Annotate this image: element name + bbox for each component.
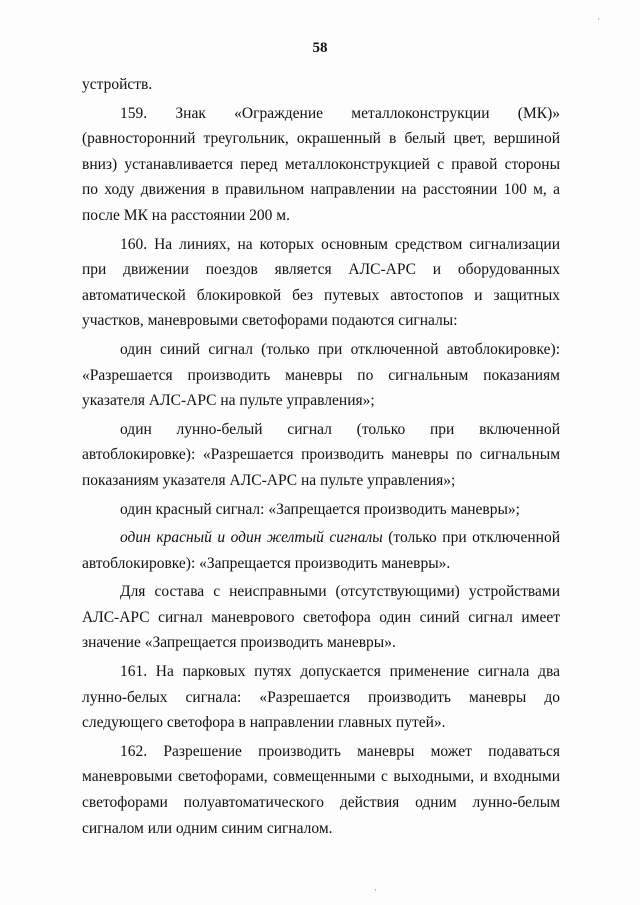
paragraph-faulty-devices: Для состава с неисправными (отсутствующими) устройствами АЛС-АРС сигнал маневрового светофора один синий сигнал имеет значение «Запрещается производить маневры». — [82, 583, 560, 652]
signal-item-red-yellow-rest: (только при отключенной автоблокировке): «Запрещается производить маневры». — [82, 529, 560, 572]
signal-item-red-yellow-italic: один красный и один желтый сигналы — [120, 529, 383, 547]
paragraph-162: 162. Разрешение производить маневры может подаваться маневровыми светофорами, совмещенными с выходными, и входными светофорами полуавтоматического действия одним лунно-белым сигналом или одним синим сигналом. — [82, 742, 560, 837]
paragraph-160: 160. На линиях, на которых основным средством сигнализации при движении поездов является АЛС-АРС и оборудованных автоматической блокировкой без путевых автостопов и защитных участков, маневровыми светофорами подаются сигналы: — [82, 235, 560, 330]
paragraph-159: 159. Знак «Ограждение металлоконструкции (МК)» (равносторонний треугольник, окрашенный в белый цвет, вершиной вниз) устанавливается перед металлоконструкцией с правой стороны по ходу движения в правильном направлении на расстоянии 100 м, а после МК на расстоянии 200 м. — [82, 104, 560, 224]
signal-item-blue: один синий сигнал (только при отключенной автоблокировке): «Разрешается производить маневры по сигнальным показаниям указателя АЛС-АРС на пульте управления»; — [82, 340, 560, 410]
scan-speck: · — [374, 885, 377, 895]
signal-item-red-yellow — [82, 525, 560, 576]
paragraph-161: 161. На парковых путях допускается применение сигнала два лунно-белых сигнала: «Разрешается производить маневры до следующего светофора в направлении главных путей». — [82, 663, 560, 732]
signal-item-red: один красный сигнал: «Запрещается производить маневры»; — [120, 500, 520, 518]
scan-speck: · — [597, 14, 600, 24]
body-text — [82, 72, 560, 844]
signal-item-lunar-white: один лунно-белый сигнал (только при включенной автоблокировке): «Разрешается производить маневры по сигнальным показаниям указателя АЛС-АРС на пульте управления»; — [82, 420, 560, 489]
paragraph-continuation: устройств. — [82, 76, 153, 93]
page-number: 58 — [312, 40, 328, 56]
